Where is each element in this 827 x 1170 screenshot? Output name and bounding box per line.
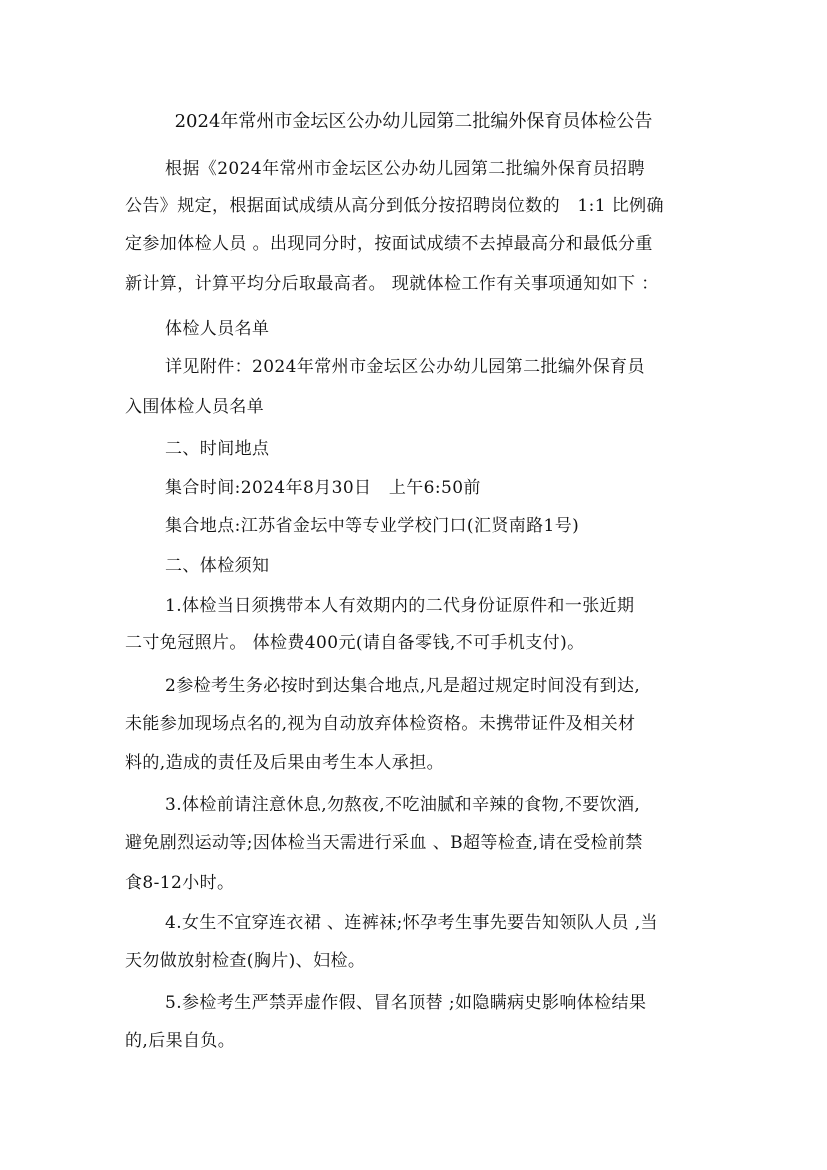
paragraph-line: 天勿做放射检查(胸片)、妇检。 bbox=[125, 951, 366, 971]
document-title: 2024年常州市金坛区公办幼儿园第二批编外保育员体检公告 bbox=[174, 111, 653, 132]
paragraph-line: 二寸免冠照片。 体检费400元(请自备零钱,不可手机支付)。 bbox=[125, 633, 585, 653]
paragraph-line: 避免剧烈运动等;因体检当天需进行采血 、B超等检查,请在受检前禁 bbox=[125, 833, 643, 853]
paragraph-line: 的,后果自负。 bbox=[125, 1031, 236, 1051]
paragraph-line: 未能参加现场点名的,视为自动放弃体检资格。未携带证件及相关材 bbox=[125, 714, 636, 734]
paragraph-line: 5.参检考生严禁弄虚作假、冒名顶替 ;如隐瞒病史影响体检结果 bbox=[165, 993, 647, 1013]
section-heading: 二、时间地点 bbox=[165, 439, 270, 459]
paragraph-line: 定参加体检人员 。出现同分时，按面试成绩不去掉最高分和最低分重 bbox=[125, 234, 653, 254]
paragraph-line: 3.体检前请注意休息,勿熬夜,不吃油腻和辛辣的食物,不要饮酒, bbox=[165, 795, 641, 815]
paragraph-line: 料的,造成的责任及后果由考生本人承担。 bbox=[125, 753, 445, 773]
paragraph-line: 2参检考生务必按时到达集合地点,凡是超过规定时间没有到达, bbox=[165, 676, 641, 696]
paragraph-line: 详见附件：2024年常州市金坛区公办幼儿园第二批编外保育员 bbox=[165, 357, 645, 377]
section-heading: 体检人员名单 bbox=[165, 319, 270, 339]
paragraph-line: 集合地点:江苏省金坛中等专业学校门口(汇贤南路1号) bbox=[165, 516, 580, 536]
paragraph-line: 根据《2024年常州市金坛区公办幼儿园第二批编外保育员招聘 bbox=[165, 159, 645, 179]
paragraph-line: 集合时间:2024年8月30日 上午6:50前 bbox=[165, 478, 481, 498]
paragraph-line: 入围体检人员名单 bbox=[125, 397, 265, 417]
paragraph-line: 4.女生不宜穿连衣裙 、连裤袜;怀孕考生事先要告知领队人员 ,当 bbox=[165, 913, 658, 933]
paragraph-line: 公告》规定，根据面试成绩从高分到低分按招聘岗位数的 1:1 比例确 bbox=[125, 196, 664, 216]
section-heading: 二、体检须知 bbox=[165, 556, 270, 576]
paragraph-line: 1.体检当日须携带本人有效期内的二代身份证原件和一张近期 bbox=[165, 596, 635, 616]
paragraph-line: 新计算，计算平均分后取最高者。 现就体检工作有关事项通知如下 ： bbox=[125, 274, 659, 294]
paragraph-line: 食8-12小时。 bbox=[125, 873, 235, 893]
